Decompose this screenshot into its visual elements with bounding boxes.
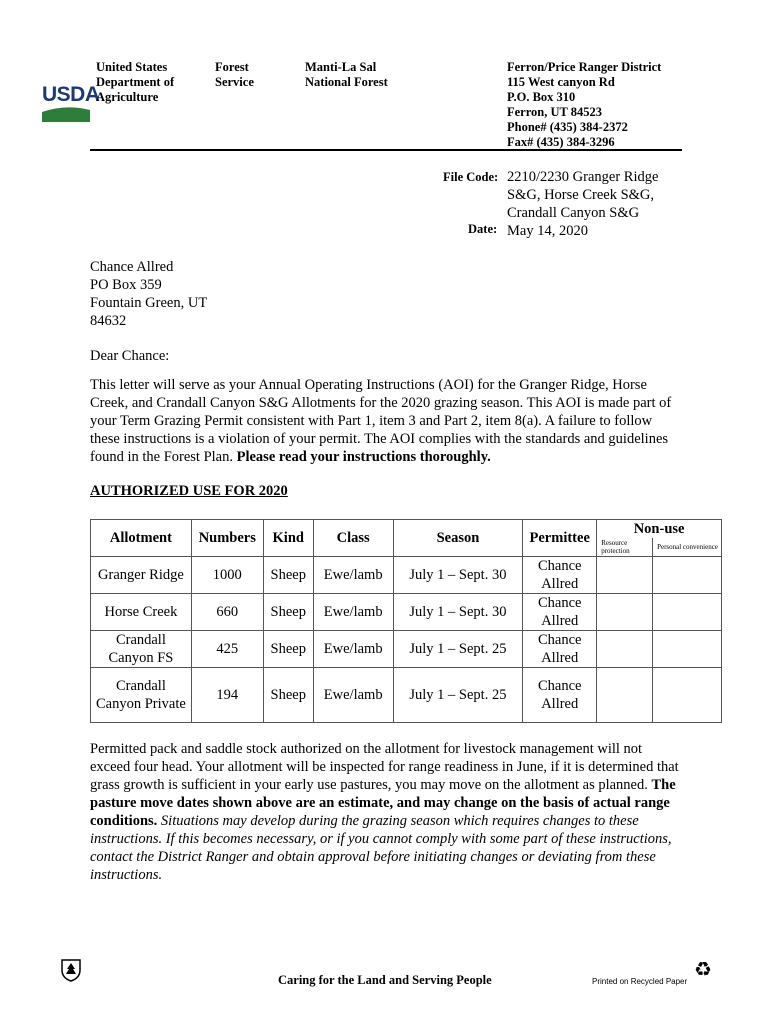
- recipient-address: [90, 258, 207, 330]
- instructions-italic: Situations may develop during the grazing season which requires changes to these instructions. If this becomes necessary, or if you cannot comply with some part of these instructions, contact the District Ranger and obtain approval before initiating changes or deviating from these instructions.: [90, 813, 672, 883]
- usda-logo: [42, 83, 100, 120]
- cell-allotment: Crandall Canyon Private: [91, 667, 192, 722]
- intro-paragraph: [90, 376, 680, 466]
- cell-permittee: Chance Allred: [523, 630, 597, 667]
- header-allotment: Allotment: [91, 520, 192, 557]
- cell-class: Ewe/lamb: [313, 593, 393, 630]
- cell-numbers: 660: [191, 593, 263, 630]
- cell-resource: [597, 593, 653, 630]
- agency-department: United States Department of Agriculture: [96, 60, 175, 104]
- cell-kind: Sheep: [263, 630, 313, 667]
- agency-national-forest: Manti-La Sal National Forest: [305, 60, 388, 89]
- cell-allotment: Horse Creek: [91, 593, 192, 630]
- header-season: Season: [393, 520, 523, 557]
- header-resource-protection: Resource protection: [597, 538, 653, 556]
- header-personal-convenience: Personal convenience: [653, 538, 722, 556]
- cell-permittee: Chance Allred: [523, 556, 597, 593]
- header-rule: [90, 149, 682, 151]
- usda-logo-text: USDA: [42, 83, 100, 106]
- cell-kind: Sheep: [263, 556, 313, 593]
- recipient-city: Fountain Green, UT: [90, 295, 208, 311]
- recycled-paper-note: Printed on Recycled Paper: [592, 977, 688, 986]
- cell-personal: [653, 593, 722, 630]
- authorized-use-table: [90, 519, 722, 723]
- intro-bold: Please read your instructions thoroughly.: [236, 449, 491, 465]
- date-value: May 14, 2020: [507, 223, 588, 239]
- cell-personal: [653, 667, 722, 722]
- recycle-icon: ♻: [694, 957, 712, 981]
- cell-class: Ewe/lamb: [313, 667, 393, 722]
- cell-season: July 1 – Sept. 30: [393, 556, 523, 593]
- cell-permittee: Chance Allred: [523, 667, 597, 722]
- cell-allotment: Granger Ridge: [91, 556, 192, 593]
- cell-season: July 1 – Sept. 25: [393, 630, 523, 667]
- agency-forest-service: Forest Service: [215, 60, 254, 89]
- header-numbers: Numbers: [191, 520, 263, 557]
- cell-season: July 1 – Sept. 30: [393, 593, 523, 630]
- cell-resource: [597, 556, 653, 593]
- header-kind: Kind: [263, 520, 313, 557]
- cell-numbers: 425: [191, 630, 263, 667]
- usda-logo-swoosh-icon: [42, 106, 90, 122]
- recipient-street: PO Box 359: [90, 277, 162, 293]
- instructions-bold: The pasture move dates shown above are an estimate, and may change on the basis of actual range conditions.: [90, 777, 676, 829]
- cell-numbers: 1000: [191, 556, 263, 593]
- cell-class: Ewe/lamb: [313, 630, 393, 667]
- instructions-paragraph: [90, 740, 682, 884]
- header-class: Class: [313, 520, 393, 557]
- cell-resource: [597, 667, 653, 722]
- recipient-name: Chance Allred: [90, 259, 174, 275]
- cell-permittee: Chance Allred: [523, 593, 597, 630]
- table-row: [91, 556, 722, 593]
- cell-kind: Sheep: [263, 593, 313, 630]
- date-label: Date:: [468, 222, 498, 236]
- header-nonuse: Non-use: [597, 520, 722, 539]
- cell-season: July 1 – Sept. 25: [393, 667, 523, 722]
- table-row: [91, 667, 722, 722]
- cell-personal: [653, 630, 722, 667]
- cell-class: Ewe/lamb: [313, 556, 393, 593]
- footer-motto: Caring for the Land and Serving People: [278, 973, 492, 987]
- cell-kind: Sheep: [263, 667, 313, 722]
- forest-service-shield-icon: [60, 958, 82, 982]
- cell-resource: [597, 630, 653, 667]
- header-permittee: Permittee: [523, 520, 597, 557]
- salutation: Dear Chance:: [90, 348, 170, 364]
- recipient-zip: 84632: [90, 313, 127, 329]
- instructions-text: Permitted pack and saddle stock authorized on the allotment for livestock management will not exceed four head. Your allotment will be inspected for range readiness in June, if it is determined that grass growth is sufficient in your early use pastures, you may move on the allotment as planned.: [90, 741, 679, 793]
- intro-text: This letter will serve as your Annual Operating Instructions (AOI) for the Granger Ridge, Horse Creek, and Crandall Canyon S&G Allotments for the 2020 grazing season. This AOI is made part of your Term Grazing Permit consistent with Part 1, item 3 and Part 2, item 8(a). A failure to follow these instructions is a violation of your permit. The AOI complies with the standards and guidelines found in the Forest Plan.: [90, 377, 672, 465]
- table-row: [91, 593, 722, 630]
- cell-personal: [653, 556, 722, 593]
- cell-allotment: Crandall Canyon FS: [91, 630, 192, 667]
- table-row: [91, 630, 722, 667]
- section-title: AUTHORIZED USE FOR 2020: [90, 483, 288, 499]
- cell-numbers: 194: [191, 667, 263, 722]
- file-code-value: 2210/2230 Granger Ridge S&G, Horse Creek S&G, Crandall Canyon S&G: [507, 169, 659, 221]
- file-code-label: File Code:: [443, 170, 499, 184]
- district-address: Ferron/Price Ranger District 115 West canyon Rd P.O. Box 310 Ferron, UT 84523 Phone# (435) 384-2372 Fax# (435) 384-3296: [507, 60, 662, 149]
